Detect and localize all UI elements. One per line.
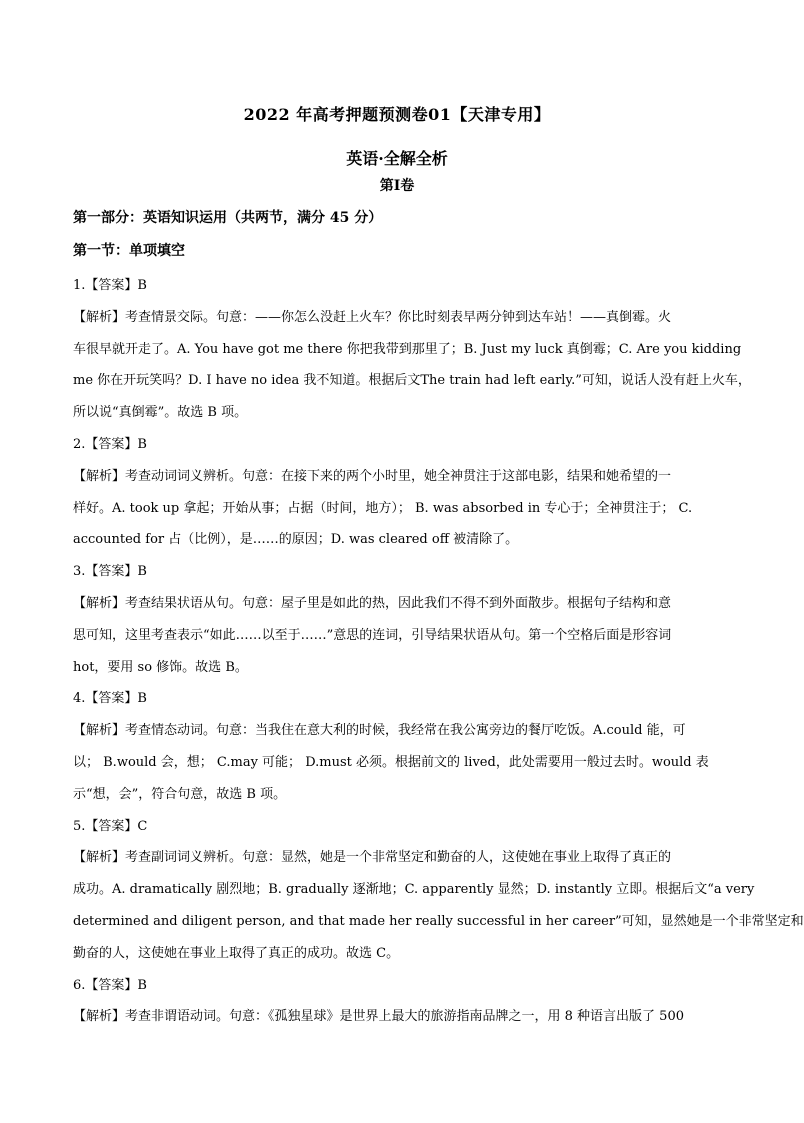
explanation-line: 【解析】考查情景交际。句意：——你怎么没赶上火车？你比时刻表早两分钟到达车站！——真倒霉。火 (73, 309, 672, 325)
explanation-line: 以； B.would 会，想； C.may 可能； D.must 必须。根据前文的 lived，此处需要用一般过去时。would 表 (73, 754, 709, 770)
explanation-line: 示“想，会”，符合句意，故选 B 项。 (73, 786, 287, 802)
answer-label: 3.【答案】B (73, 564, 147, 580)
explanation-line: 样好。A. took up 拿起；开始从事；占据（时间，地方）； B. was absorbed in 专心于；全神贯注于； C. (73, 500, 693, 516)
document-title: 2022 年高考押题预测卷01【天津专用】 (243, 105, 551, 124)
answer-label: 2.【答案】B (73, 436, 147, 452)
explanation-line: 【解析】考查动词词义辨析。句意：在接下来的两个小时里，她全神贯注于这部电影，结果和她希望的一 (73, 468, 672, 484)
part-heading: 第一部分：英语知识运用（共两节，满分 45 分） (73, 210, 383, 226)
explanation-line: 成功。A. dramatically 剧烈地；B. gradually 逐渐地；C. apparently 显然；D. instantly 立即。根据后文“a very (73, 882, 755, 898)
explanation-line: 思可知，这里考查表示“如此……以至于……”意思的连词，引导结果状语从句。第一个空格后面是形容词 (73, 627, 672, 643)
explanation-line: 所以说“真倒霉”。故选 B 项。 (73, 405, 248, 421)
explanation-line: 车很早就开走了。A. You have got me there 你把我带到那里了；B. Just my luck 真倒霉；C. Are you kidding (73, 341, 742, 357)
answer-label: 1.【答案】B (73, 278, 147, 293)
answer-label: 6.【答案】B (73, 977, 147, 993)
explanation-line: 【解析】考查非谓语动词。句意：《孤独星球》是世界上最大的旅游指南品牌之一，用 8 种语言出版了 500 (73, 1009, 684, 1025)
explanation-line: 【解析】考查情态动词。句意：当我住在意大利的时候，我经常在我公寓旁边的餐厅吃饭。A.could 能，可 (73, 723, 686, 739)
volume-heading: 第I卷 (379, 178, 415, 194)
explanation-line: 勤奋的人，这使她在事业上取得了真正的成功。故选 C。 (73, 945, 400, 961)
explanation-line: determined and diligent person, and that made her really successful in her career”可知，显然她是一个非常坚定和 (73, 913, 804, 929)
section-heading: 第一节：单项填空 (73, 243, 185, 259)
answer-list (73, 270, 804, 1033)
explanation-line: hot，要用 so 修饰。故选 B。 (73, 659, 248, 675)
explanation-line: accounted for 占（比例），是……的原因；D. was cleared off 被清除了。 (73, 532, 519, 548)
explanation-line: me 你在开玩笑吗？D. I have no idea 我不知道。根据后文The train had left early.”可知，说话人没有赶上火车， (73, 373, 751, 389)
document-subtitle: 英语·全解全析 (346, 149, 448, 168)
answer-label: 5.【答案】C (73, 818, 148, 834)
explanation-line: 【解析】考查副词词义辨析。句意：显然，她是一个非常坚定和勤奋的人，这使她在事业上取得了真正的 (73, 850, 672, 866)
answer-label: 4.【答案】B (73, 691, 147, 707)
explanation-line: 【解析】考查结果状语从句。句意：屋子里是如此的热，因此我们不得不到外面散步。根据句子结构和意 (73, 595, 672, 611)
